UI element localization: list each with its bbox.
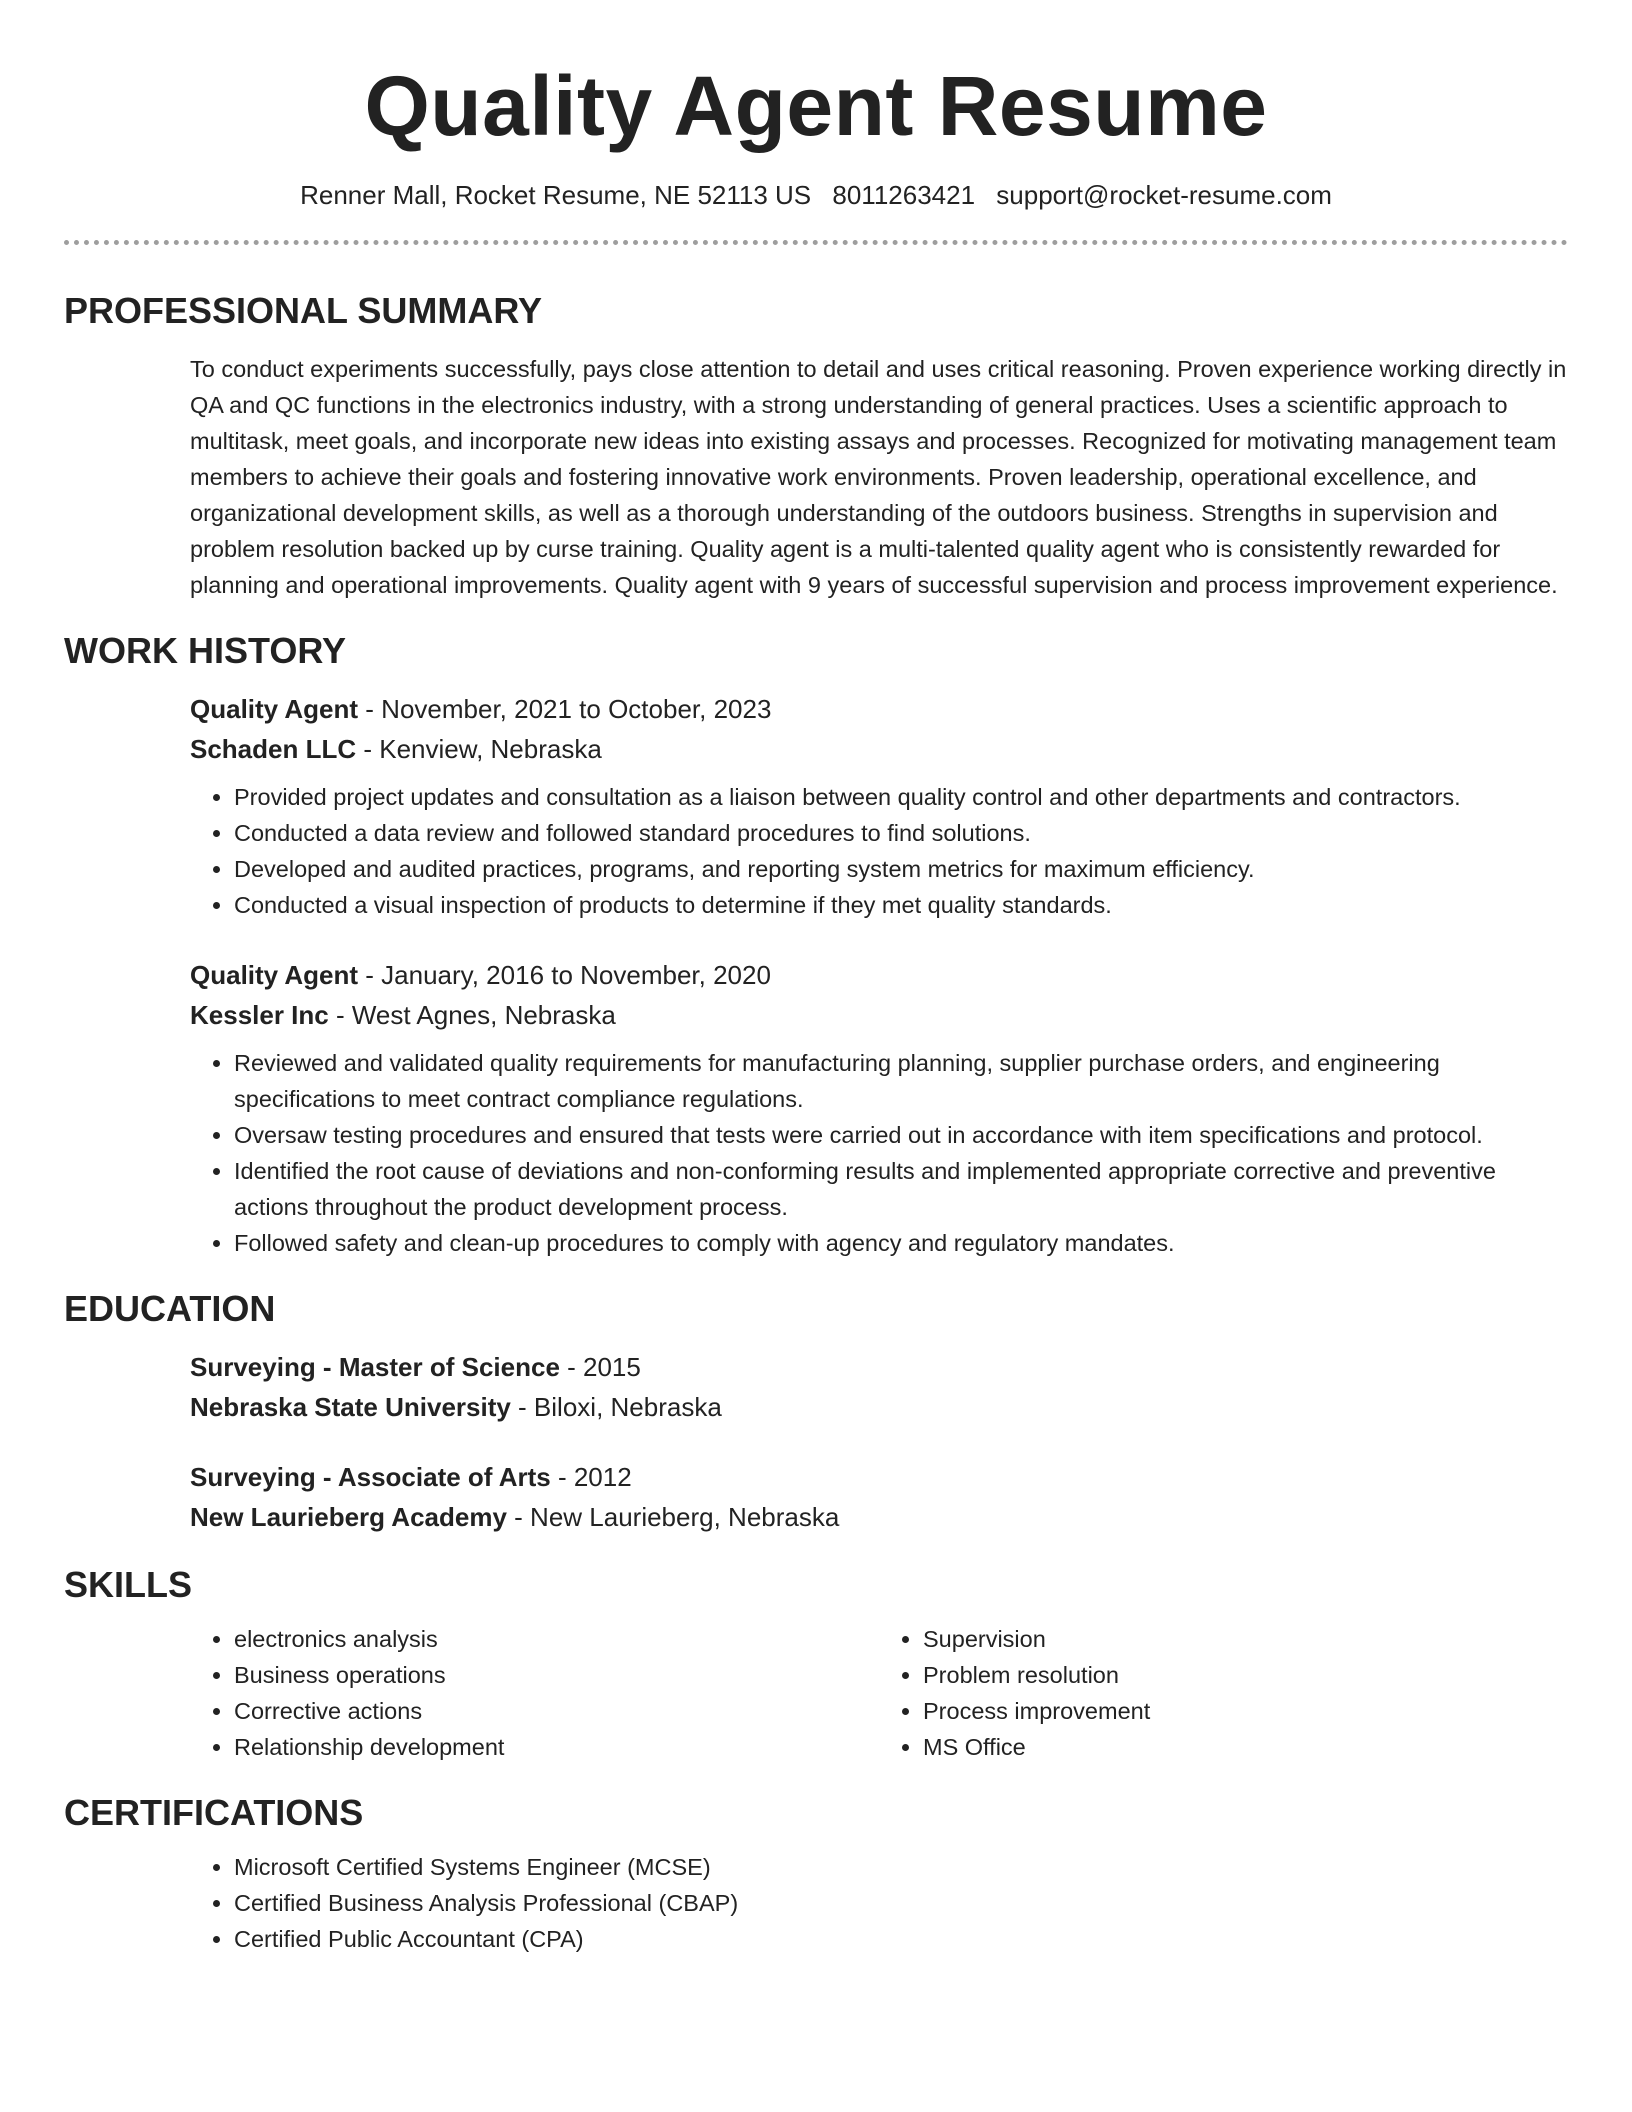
job-bullet: • Conducted a data review and followed standard procedures to find solutions. [234, 815, 1568, 851]
skill-item: • Corrective actions [234, 1693, 879, 1729]
contact-address: Renner Mall, Rocket Resume, NE 52113 US [300, 180, 812, 210]
job-entry [190, 955, 1568, 1261]
skill-item: • Business operations [234, 1657, 879, 1693]
skills-heading: SKILLS [64, 1564, 193, 1605]
job-company-line [190, 995, 1568, 1035]
education-degree-line [190, 1457, 1568, 1497]
education-entry [190, 1347, 1568, 1427]
education-location: - Biloxi, Nebraska [510, 1392, 722, 1422]
education-school-line [190, 1497, 1568, 1537]
job-title: Quality Agent [190, 960, 359, 990]
job-title-line [190, 955, 1568, 995]
certification-item: • Microsoft Certified Systems Engineer (MCSE) [234, 1849, 1568, 1885]
job-bullets [190, 1045, 1568, 1261]
education-school-line [190, 1387, 1568, 1427]
job-bullet: • Reviewed and validated quality requirements for manufacturing planning, supplier purchase orders, and engineering specifications to meet contract compliance regulations. [234, 1045, 1568, 1117]
job-bullet: • Identified the root cause of deviations and non-conforming results and implemented appropriate corrective and preventive actions throughout the product development process. [234, 1153, 1568, 1225]
education-location: - New Laurieberg, Nebraska [506, 1502, 840, 1532]
skill-item: • Problem resolution [923, 1657, 1568, 1693]
job-dates: - November, 2021 to October, 2023 [358, 694, 772, 724]
contact-phone: 8011263421 [832, 180, 976, 210]
job-company-line [190, 729, 1568, 769]
certification-item: • Certified Public Accountant (CPA) [234, 1921, 1568, 1957]
job-bullets [190, 779, 1568, 923]
job-company: Schaden LLC [190, 734, 357, 764]
skill-item: • Supervision [923, 1621, 1568, 1657]
work-history-heading: WORK HISTORY [64, 630, 347, 671]
job-location: - West Agnes, Nebraska [328, 1000, 616, 1030]
job-title: Quality Agent [190, 694, 359, 724]
job-bullet: • Developed and audited practices, programs, and reporting system metrics for maximum efficiency. [234, 851, 1568, 887]
education-degree: Surveying - Associate of Arts [190, 1462, 551, 1492]
header-divider [64, 240, 1568, 245]
job-bullet: • Provided project updates and consultation as a liaison between quality control and other departments and contractors. [234, 779, 1568, 815]
resume-page [64, 0, 1568, 1957]
job-bullet: • Oversaw testing procedures and ensured that tests were carried out in accordance with item specifications and protocol. [234, 1117, 1568, 1153]
education-heading: EDUCATION [64, 1288, 276, 1329]
summary-text: To conduct experiments successfully, pays close attention to detail and uses critical reasoning. Proven experience working directly in QA and QC functions in the electronics industry, with a strong understanding of general practices. Uses a scientific approach to multitask, meet goals, and incorporate new ideas into existing assays and processes. Recognized for motivating management team members to achieve their goals and fostering innovative work environments. Proven leadership, operational excellence, and organizational development skills, as well as a thorough understanding of the outdoors business. Strengths in supervision and problem resolution backed up by curse training. Quality agent is a multi-talented quality agent who is consistently rewarded for planning and operational improvements. Quality agent with 9 years of successful supervision and process improvement experience. [190, 356, 1567, 598]
certification-item: • Certified Business Analysis Professional (CBAP) [234, 1885, 1568, 1921]
skills-list-right [879, 1621, 1568, 1765]
resume-title: Quality Agent Resume [364, 59, 1268, 153]
education-school: Nebraska State University [190, 1392, 511, 1422]
summary-heading: PROFESSIONAL SUMMARY [64, 290, 543, 331]
job-bullet: • Conducted a visual inspection of products to determine if they met quality standards. [234, 887, 1568, 923]
job-dates: - January, 2016 to November, 2020 [358, 960, 771, 990]
education-school: New Laurieberg Academy [190, 1502, 507, 1532]
skills-grid [190, 1621, 1568, 1765]
contact-line [64, 178, 1568, 212]
job-entry [190, 689, 1568, 923]
job-company: Kessler Inc [190, 1000, 329, 1030]
skill-item: • Process improvement [923, 1693, 1568, 1729]
certifications-section [190, 1849, 1568, 1957]
education-year: - 2012 [550, 1462, 632, 1492]
skills-list-left [190, 1621, 879, 1765]
education-entry [190, 1457, 1568, 1537]
contact-email: support@rocket-resume.com [996, 180, 1332, 210]
skill-item: • Relationship development [234, 1729, 879, 1765]
education-year: - 2015 [559, 1352, 641, 1382]
certifications-list [190, 1849, 1568, 1957]
education-degree-line [190, 1347, 1568, 1387]
education-degree: Surveying - Master of Science [190, 1352, 560, 1382]
skill-item: • MS Office [923, 1729, 1568, 1765]
certifications-heading: CERTIFICATIONS [64, 1792, 364, 1833]
job-title-line [190, 689, 1568, 729]
job-bullet: • Followed safety and clean-up procedures to comply with agency and regulatory mandates. [234, 1225, 1568, 1261]
skill-item: • electronics analysis [234, 1621, 879, 1657]
job-location: - Kenview, Nebraska [356, 734, 602, 764]
